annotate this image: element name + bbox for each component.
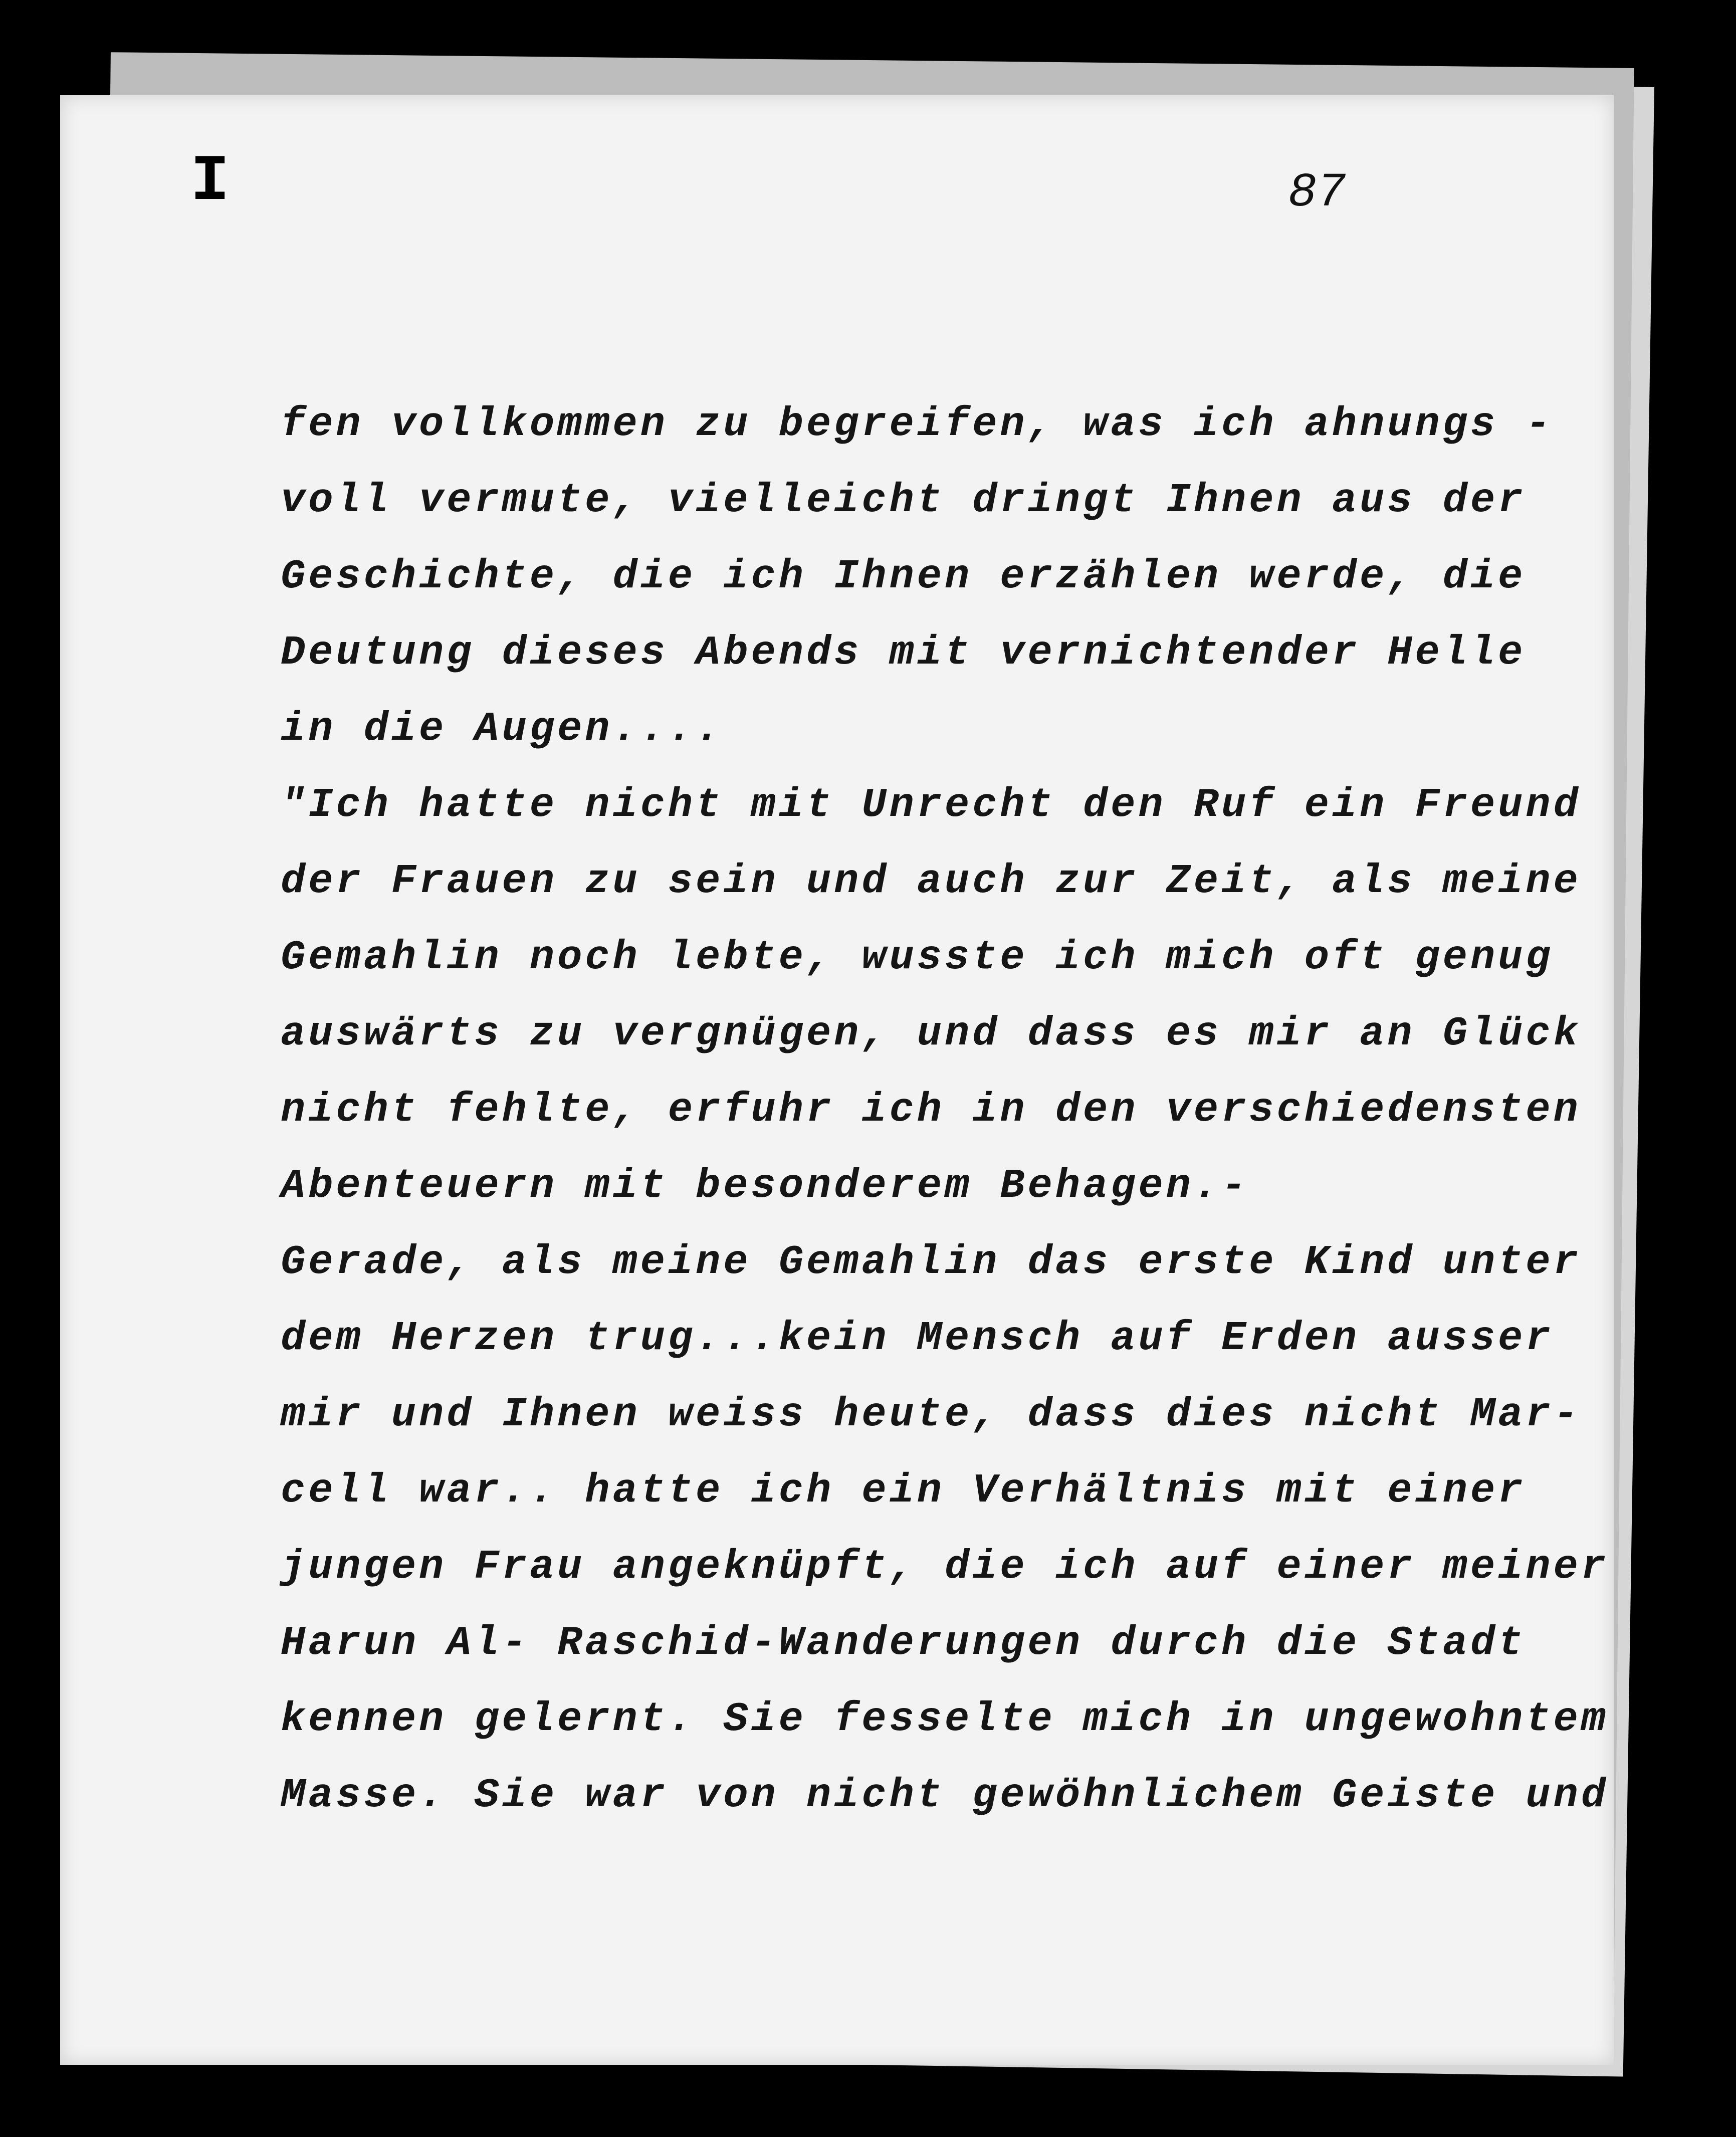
text-line: kennen gelernt. Sie fesselte mich in ungewohntem [281,1696,1609,1743]
text-line: in die Augen.... [281,706,724,752]
text-line: fen vollkommen zu begreifen, was ich ahnungs - [281,401,1554,448]
text-line: Harun Al- Raschid-Wanderungen durch die Stadt [281,1620,1526,1666]
margin-mark: I [190,145,230,219]
text-line: Gemahlin noch lebte, wusste ich mich oft genug [281,934,1554,981]
text-line: Masse. Sie war von nicht gewöhnlichem Geiste und [281,1772,1609,1819]
text-line: "Ich hatte nicht mit Unrecht den Ruf ein Freund [281,782,1581,828]
text-line: Deutung dieses Abends mit vernichtender Helle [281,629,1526,676]
text-line: Gerade, als meine Gemahlin das erste Kind unter [281,1239,1581,1286]
text-line: Geschichte, die ich Ihnen erzählen werde, die [281,553,1526,600]
text-line: dem Herzen trug...kein Mensch auf Erden ausser [281,1315,1554,1362]
text-line: auswärts zu vergnügen, und dass es mir an Glück [281,1010,1581,1057]
text-line: mir und Ihnen weiss heute, dass dies nicht Mar- [281,1391,1581,1438]
text-line: jungen Frau angeknüpft, die ich auf einer meiner [281,1544,1609,1590]
text-line: Abenteuern mit besonderem Behagen.- [281,1163,1249,1209]
text-line: cell war.. hatte ich ein Verhältnis mit einer [281,1467,1526,1514]
page-number: 87 [1288,165,1346,220]
text-line: voll vermute, vielleicht dringt Ihnen aus der [281,477,1526,524]
text-line: nicht fehlte, erfuhr ich in den verschiedensten [281,1087,1581,1133]
text-line: der Frauen zu sein und auch zur Zeit, als meine [281,858,1581,905]
body-text [281,401,1609,1848]
